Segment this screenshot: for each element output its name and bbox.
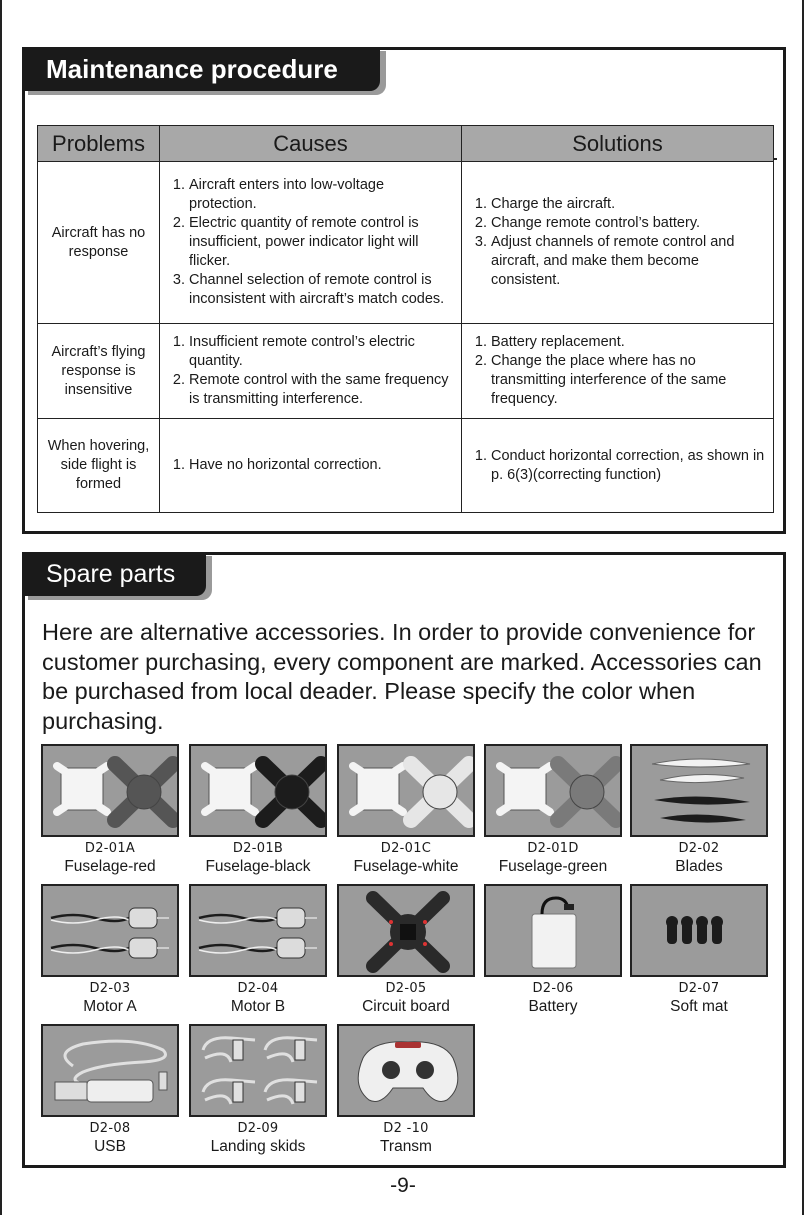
part-name: Battery [528, 998, 578, 1015]
part-name: USB [94, 1138, 126, 1155]
spare-part-item [189, 1024, 327, 1157]
spare-part-item [189, 884, 327, 1017]
part-name: Fuselage-green [498, 858, 608, 875]
part-code: D2-04 [237, 981, 279, 996]
part-name: Landing skids [210, 1138, 306, 1155]
spare-part-item [189, 744, 327, 877]
cause-item: 2. Remote control with the same frequency is transmitting interference. [189, 371, 455, 409]
part-name: Fuselage-red [64, 858, 156, 875]
solution-item: 1. Battery replacement. [491, 333, 767, 352]
spare-part-item [484, 744, 622, 877]
fuselage-image [41, 744, 179, 837]
table-row [38, 419, 774, 513]
spare-part-item [337, 1024, 475, 1157]
part-code: D2-05 [385, 981, 427, 996]
part-name: Fuselage-black [205, 858, 311, 875]
problem-cell: Aircraft has no response [38, 162, 160, 324]
header-problems: Problems [38, 126, 160, 162]
part-code: D2-03 [89, 981, 131, 996]
solution-item: 1. Conduct horizontal correction, as shown in p. 6(3)(correcting function) [491, 447, 767, 485]
part-name: Blades [675, 858, 723, 875]
cause-item: 1. Have no horizontal correction. [189, 456, 455, 475]
header-rule [773, 158, 777, 160]
table-row [38, 162, 774, 324]
spare-part-item [630, 744, 768, 877]
causes-cell [160, 419, 462, 513]
part-name: Motor B [230, 998, 286, 1015]
part-code: D2 -10 [383, 1121, 429, 1136]
maintenance-table [37, 125, 774, 513]
spare-part-item [630, 884, 768, 1017]
spare-parts-title: Spare parts [22, 552, 206, 596]
blades-image [630, 744, 768, 837]
part-code: D2-01A [84, 841, 136, 856]
spare-part-item [41, 1024, 179, 1157]
solution-item: 2. Change remote control’s battery. [491, 214, 767, 233]
header-causes: Causes [160, 126, 462, 162]
solutions-cell [462, 162, 774, 324]
cause-item: 2. Electric quantity of remote control is insufficient, power indicator light will flicker. [189, 214, 455, 271]
landing-skids-image [189, 1024, 327, 1117]
solutions-cell [462, 324, 774, 419]
spare-part-item [41, 744, 179, 877]
part-code: D2-02 [678, 841, 720, 856]
causes-cell [160, 162, 462, 324]
table-header-row [38, 126, 774, 162]
spare-part-item [337, 884, 475, 1017]
fuselage-image [484, 744, 622, 837]
spare-part-item [41, 884, 179, 1017]
spare-parts-intro: Here are alternative accessories. In order to provide convenience for customer purchasing, every component are marked. Accessories can be purchased from local deader. Please specify the color when purchasing. [42, 619, 762, 734]
spare-part-item [484, 884, 622, 1017]
part-name: Fuselage-white [353, 858, 459, 875]
transmitter-image [337, 1024, 475, 1117]
cause-item: 1. Aircraft enters into low-voltage protection. [189, 176, 455, 214]
part-code: D2-01C [380, 841, 432, 856]
solutions-cell [462, 419, 774, 513]
page-number: -9- [390, 1174, 416, 1197]
part-name: Soft mat [670, 998, 728, 1015]
maintenance-title: Maintenance procedure [22, 47, 380, 91]
cause-item: 1. Insufficient remote control’s electric quantity. [189, 333, 455, 371]
problem-cell: When hovering, side flight is formed [38, 419, 160, 513]
table-row [38, 324, 774, 419]
battery-image [484, 884, 622, 977]
cause-item: 3. Channel selection of remote control is inconsistent with aircraft’s match codes. [189, 271, 455, 309]
fuselage-image [189, 744, 327, 837]
part-code: D2-09 [237, 1121, 279, 1136]
circuit-board-image [337, 884, 475, 977]
motor-image [41, 884, 179, 977]
part-code: D2-01B [232, 841, 284, 856]
part-code: D2-01D [527, 841, 579, 856]
part-code: D2-08 [89, 1121, 131, 1136]
fuselage-image [337, 744, 475, 837]
header-solutions: Solutions [462, 126, 774, 162]
soft-mat-image [630, 884, 768, 977]
problem-cell: Aircraft’s flying response is insensitive [38, 324, 160, 419]
solution-item: 2. Change the place where has no transmitting interference of the same frequency. [491, 352, 767, 409]
part-code: D2-06 [532, 981, 574, 996]
motor-image [189, 884, 327, 977]
part-name: Motor A [83, 998, 137, 1015]
solution-item: 3. Adjust channels of remote control and aircraft, and make them become consistent. [491, 233, 767, 290]
part-name: Circuit board [362, 998, 450, 1015]
part-code: D2-07 [678, 981, 720, 996]
spare-part-item [337, 744, 475, 877]
solution-item: 1. Charge the aircraft. [491, 195, 767, 214]
usb-cable-image [41, 1024, 179, 1117]
causes-cell [160, 324, 462, 419]
part-name: Transm [380, 1138, 432, 1155]
